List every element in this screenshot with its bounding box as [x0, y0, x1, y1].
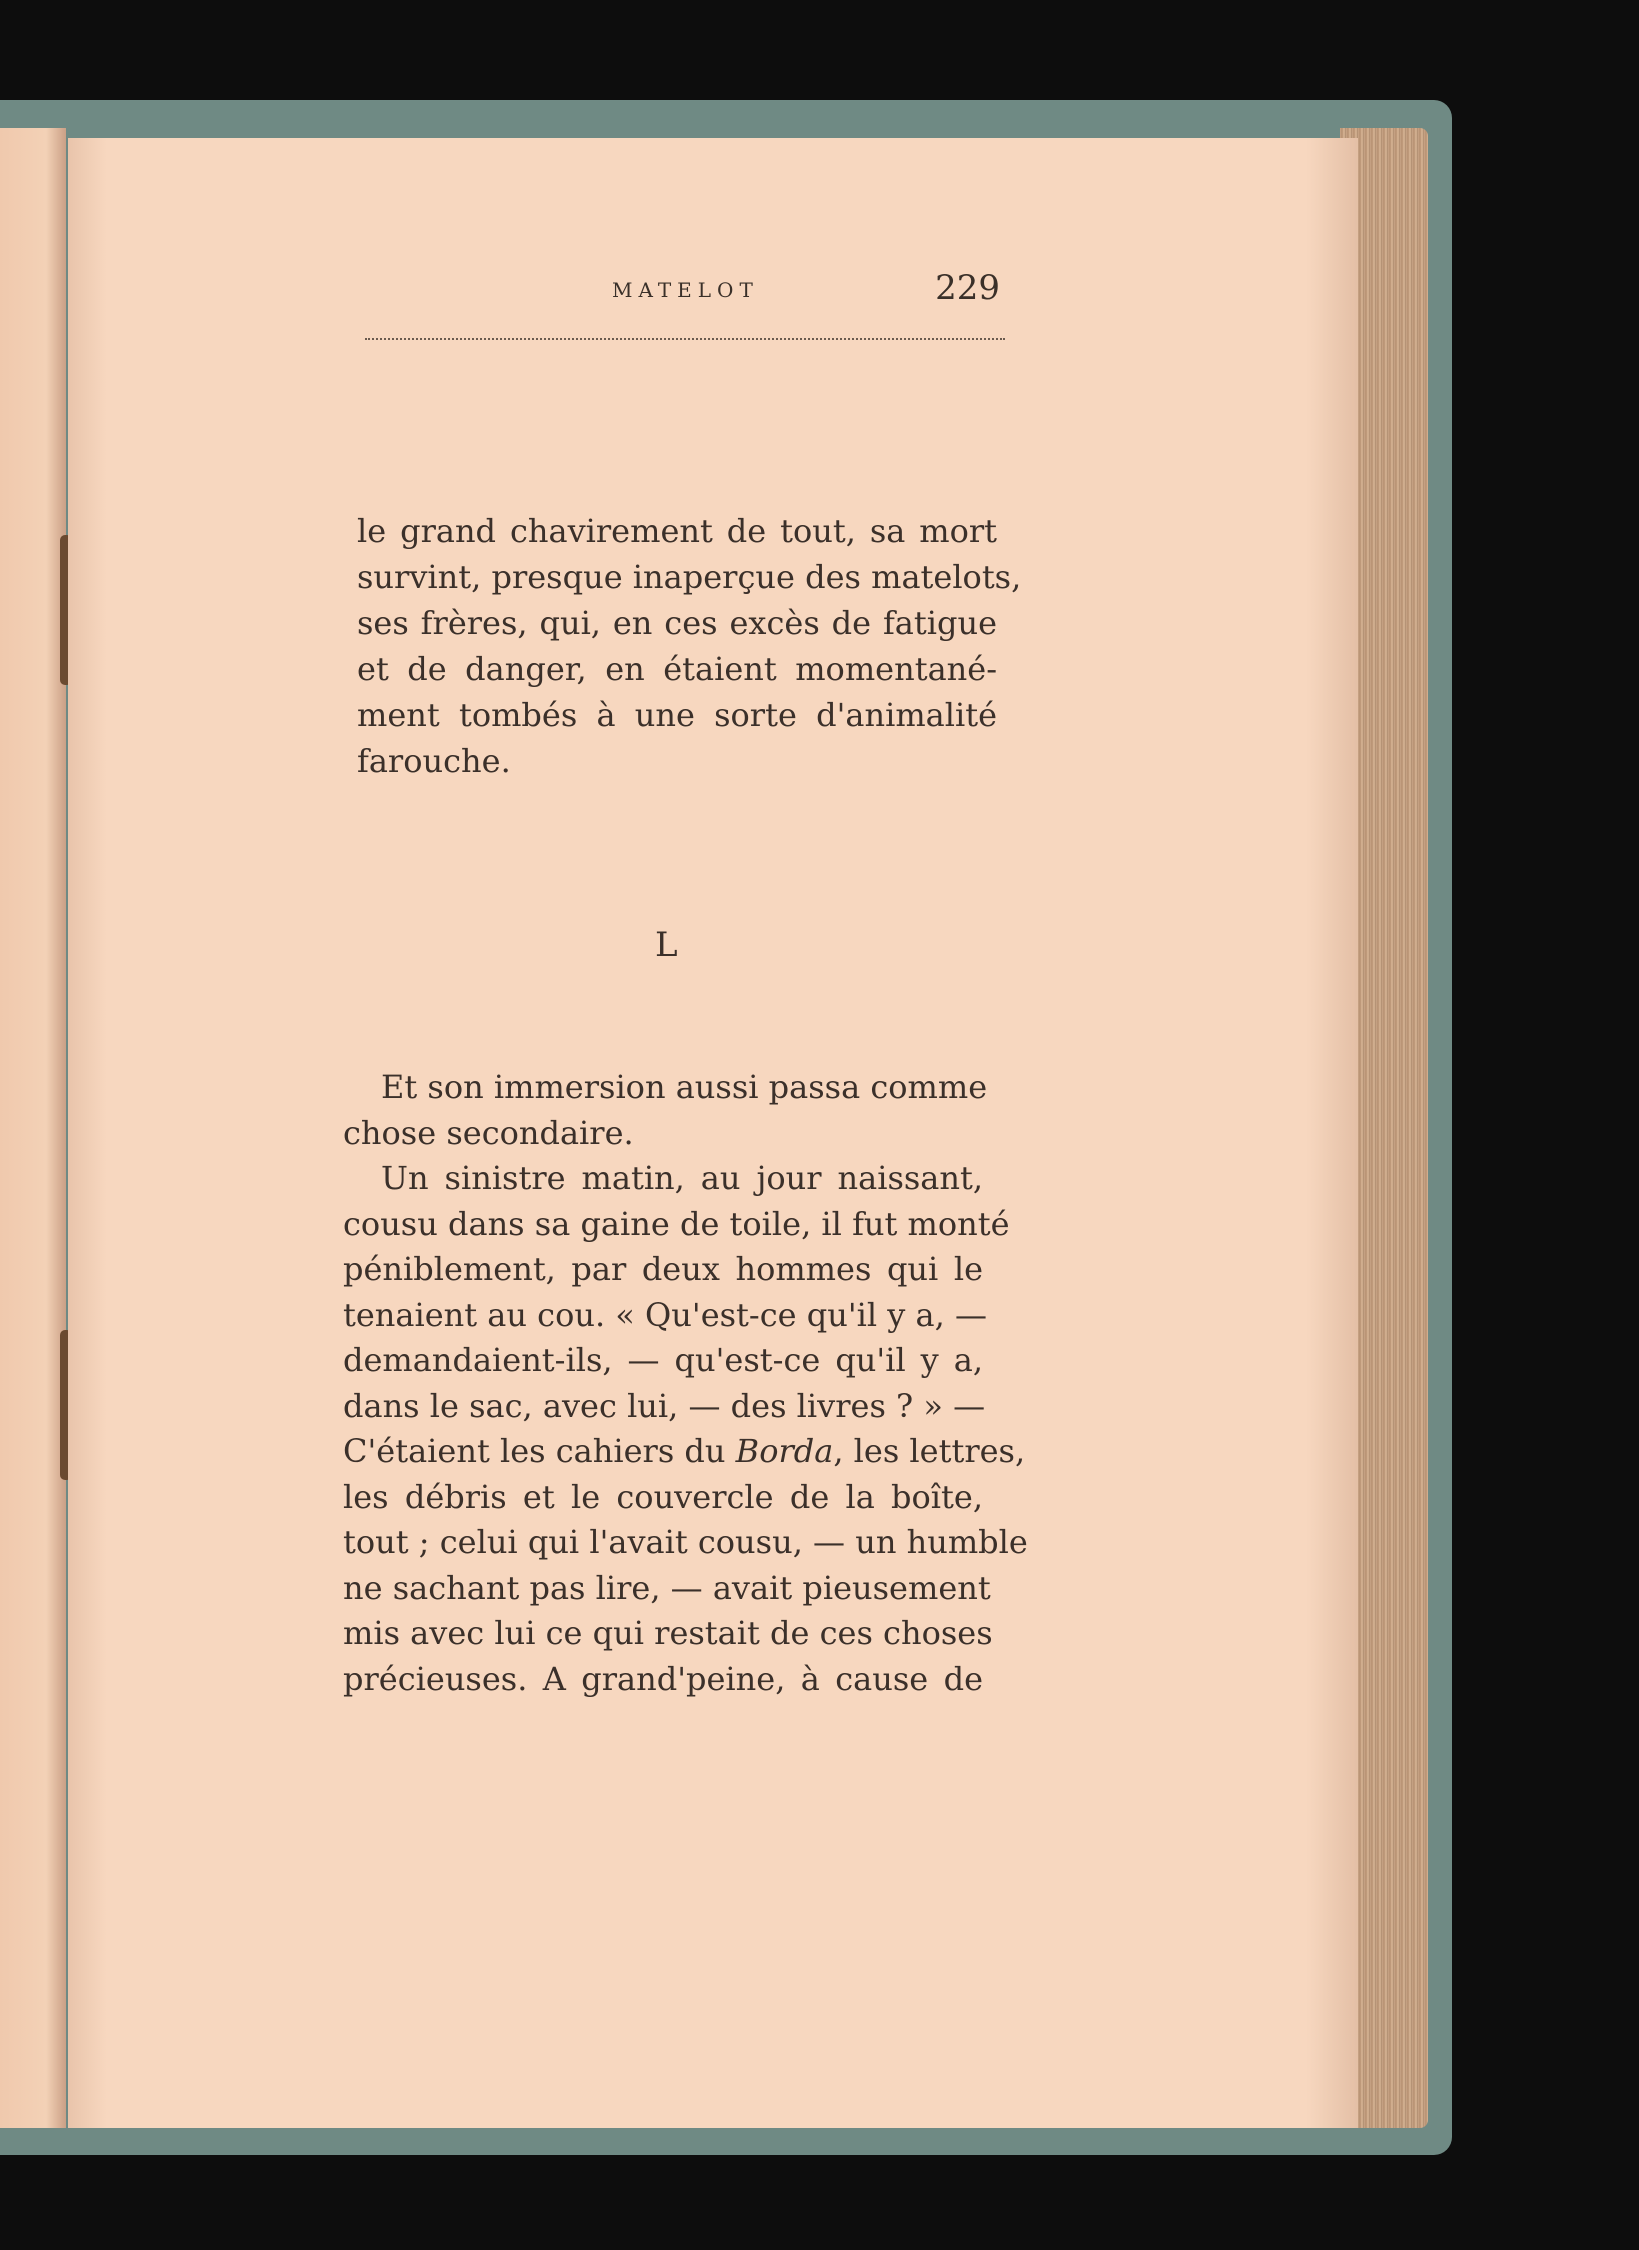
text-line: le grand chavirement de tout, sa mort: [357, 512, 997, 550]
text-line: cousu dans sa gaine de toile, il fut monté: [343, 1204, 1010, 1243]
italic-title: Borda: [735, 1432, 834, 1470]
text-line: survint, presque inaperçue des matelots,: [357, 558, 1022, 596]
text-line: ment tombés à une sorte d'animalité: [357, 696, 997, 734]
text-line: chose secondaire.: [343, 1113, 634, 1152]
text-line: farouche.: [357, 742, 511, 780]
running-head-title: MATELOT: [612, 278, 759, 302]
text-line: et de danger, en étaient momentané-: [357, 650, 997, 688]
text-segment: C'étaient les cahiers du: [343, 1432, 736, 1470]
text-line: ses frères, qui, en ces excès de fatigue: [357, 604, 997, 642]
text-segment: , les lettres,: [833, 1432, 1026, 1470]
paragraph-1: [357, 508, 1022, 784]
running-head: [365, 268, 1005, 340]
text-line: péniblement, par deux hommes qui le: [343, 1250, 983, 1288]
text-line: demandaient-ils, — qu'est-ce qu'il y a,: [343, 1341, 983, 1379]
text-line: ne sachant pas lire, — avait pieusement: [343, 1568, 991, 1607]
text-line: Et son immersion aussi passa comme: [381, 1068, 988, 1106]
paragraph-2-3: [343, 1065, 1028, 1702]
previous-page-edge: [0, 128, 66, 2128]
chapter-number: L: [655, 925, 678, 965]
text-line: dans le sac, avec lui, — des livres ? » —: [343, 1386, 986, 1425]
text-line: mis avec lui ce qui restait de ces choses: [343, 1614, 993, 1652]
text-line: tenaient au cou. « Qu'est-ce qu'il y a, —: [343, 1295, 987, 1334]
text-line: précieuses. A grand'peine, à cause de: [343, 1659, 983, 1698]
text-line: les débris et le couvercle de la boîte,: [343, 1477, 983, 1516]
text-line: tout ; celui qui l'avait cousu, — un humble: [343, 1523, 1028, 1561]
text-line-with-italic: [343, 1429, 1026, 1475]
text-line: Un sinistre matin, au jour naissant,: [381, 1159, 983, 1197]
page-number: 229: [935, 268, 1000, 308]
